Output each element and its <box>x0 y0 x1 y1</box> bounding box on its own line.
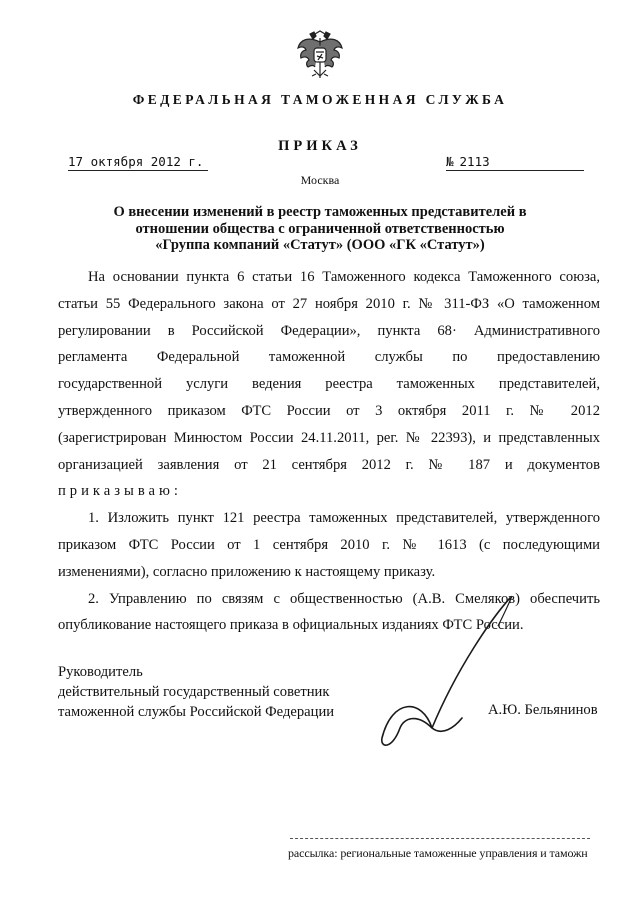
preamble-line: (зарегистрирован Минюстом России 24.11.2011, рег. № 22393), и представленных <box>58 429 600 446</box>
order-heading <box>60 204 580 254</box>
item-2-line: 2. Управлению по связям с общественностью (А.В. Смеляков) обеспечить <box>88 590 600 607</box>
item-1-line: 1. Изложить пункт 121 реестра таможенных представителей, утвержденного <box>88 510 600 527</box>
order-number-label: № <box>446 154 454 169</box>
preamble-line: статьи 55 Федерального закона от 27 ноября 2010 г. № 311-ФЗ «О таможенном <box>58 295 600 312</box>
agency-name: ФЕДЕРАЛЬНАЯ ТАМОЖЕННАЯ СЛУЖБА <box>132 92 508 107</box>
distribution-note: рассылка: региональные таможенные управления и таможн <box>288 846 588 860</box>
order-date: 17 октября 2012 г. <box>68 154 208 171</box>
heading-line: отношении общества с ограниченной ответственностью <box>135 220 505 237</box>
order-word: приказываю: <box>58 483 182 500</box>
order-number-value: 2113 <box>459 154 490 169</box>
signatory-role-line: действительный государственный советник <box>58 684 330 700</box>
preamble-line: организацией заявления от 21 сентября 2012 г. № 187 и документов <box>58 456 600 473</box>
signatory-role-line: Руководитель <box>58 664 143 680</box>
signatory-title <box>58 662 358 722</box>
heading-line: «Группа компаний «Статут» (ООО «ГК «Статут») <box>155 237 485 253</box>
preamble-line: утвержденного приказом ФТС России от 3 октября 2011 г. № 2012 <box>58 402 600 419</box>
signer-name: А.Ю. Бельянинов <box>488 702 598 718</box>
item-1-line: приказом ФТС России от 1 сентября 2010 г. № 1613 (с последующими <box>58 536 600 553</box>
item-2-line: опубликование настоящего приказа в официальных изданиях ФТС России. <box>58 617 524 634</box>
order-number <box>446 154 584 171</box>
russian-coat-of-arms-icon <box>296 30 344 84</box>
preamble-line: государственной услуги ведения реестра таможенных представителей, <box>58 376 600 393</box>
preamble-line: регламента Федеральной таможенной службы по предоставлению <box>58 349 600 366</box>
distribution-separator <box>290 838 590 839</box>
order-title: ПРИКАЗ <box>278 138 362 154</box>
preamble-line: На основании пункта 6 статьи 16 Таможенного кодекса Таможенного союза, <box>88 269 600 285</box>
item-1-line: изменениями), согласно приложению к настоящему приказу. <box>58 563 436 580</box>
signatory-role-line: таможенной службы Российской Федерации <box>58 704 335 720</box>
order-city: Москва <box>300 173 340 187</box>
preamble-line: регулировании в Российской Федерации», пункта 68· Административного <box>58 322 600 339</box>
heading-line: О внесении изменений в реестр таможенных представителей в <box>113 204 527 220</box>
handwritten-signature <box>362 578 562 758</box>
